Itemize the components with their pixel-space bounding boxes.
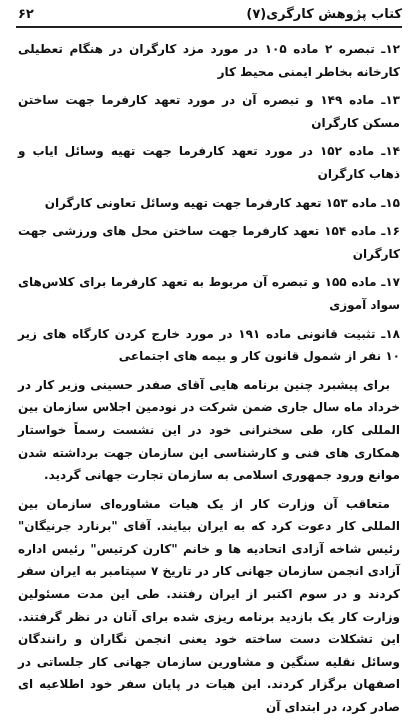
list-item: ۱۶ـ ماده ۱۵۴ تعهد کارفرما جهت ساختن محل های ورزشی جهت کارگران [18, 224, 401, 261]
list-item: ۱۵ـ ماده ۱۵۳ تعهد کارفرما جهت تهیه وسائل تعاونی کارگران [44, 195, 400, 210]
list-item: ۱۲ـ تبصره ۲ ماده ۱۰۵ در مورد مزد کارگران در هنگام تعطیلی کارخانه بخاطر ایمنی محیط کار [18, 42, 401, 79]
book-title: کتاب پژوهش کارگری(۷) [246, 7, 402, 22]
list-item: ۱۷ـ ماده ۱۵۵ و تبصره آن مربوط به تعهد کارفرما برای کلاس‌های سواد آموزی [18, 275, 400, 312]
list-item: ۱۴ـ ماده ۱۵۲ در مورد تعهد کارفرما جهت تهیه وسائل ایاب و ذهاب کارگران [18, 144, 400, 181]
page-number: ۶۲ [18, 7, 34, 22]
list-item: ۱۳ـ ماده ۱۴۹ و تبصره آن در مورد تعهد کارفرما جهت ساختن مسکن کارگران [18, 93, 400, 130]
list-item: ۱۸ـ تثبیت قانونی ماده ۱۹۱ در مورد خارج کردن کارگاه های زیر ۱۰ نفر از شمول قانون کار و بیمه های اجتماعی [18, 326, 400, 364]
page-header [16, 6, 402, 28]
body-paragraph: برای پیشبرد چنین برنامه هایی آقای صفدر حسینی وزیر کار در خرداد ماه سال جاری ضمن شرکت در نودمین اجلاس سازمان بین المللی کار، طی سخنرانی خود در این نشست رسماً خواستار همکاری های فنی و کارشناسی این سازمان جهت برداشته شدن موانع ورود جمهوری اسلامی به سازمان تجارت جهانی گردید. [18, 377, 400, 483]
body-paragraph: متعاقب آن وزارت کار از یک هیات مشاوره‌ای سازمان بین المللی کار دعوت کرد که به ایران بیایند. آقای "برنارد جرنیگان" رئیس شاخه آزادی اتحادیه ها و خانم "کارن کرتیس" رئیس اداره آزادی انجمن سازمان جهانی کار در تاریخ ۷ سپتامبر به ایران سفر کردند و در سوم اکتبر از ایران رفتند. طی این مدت مسئولین وزارت کار یک بازدید برنامه ریزی شده برای آنان در نظر گرفتند. این تشکلات دست ساخته خود یعنی انجمن نگاران و رانندگان وسائل نقلیه سنگین و مشاورین سازمان جهانی کار جلساتی در اصفهان برگزار کردند. این هیات در پایان سفر خود اطلاعیه ای صادر کرد، در ابتدای آن [18, 496, 400, 715]
page-body [18, 38, 400, 725]
